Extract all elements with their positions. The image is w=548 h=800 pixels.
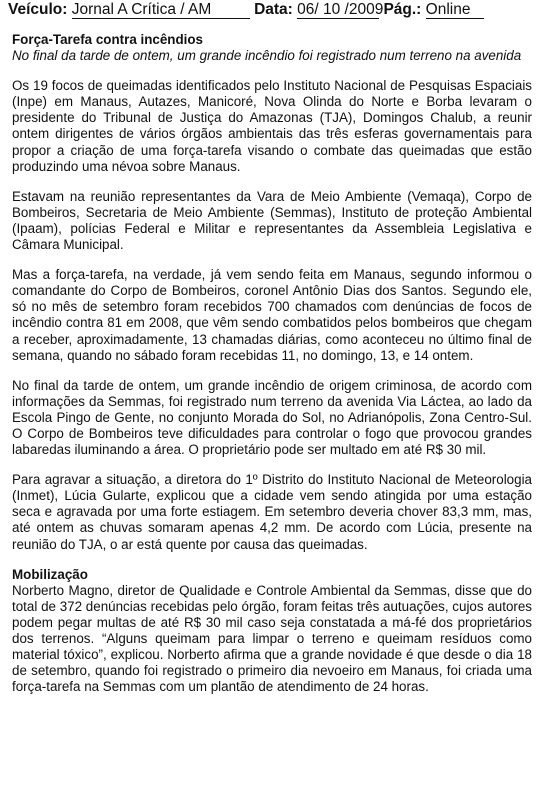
paragraph-1: Os 19 focos de queimadas identificados pelo Instituto Nacional de Pesquisas Espaciais (Inpe) em Manaus, Autazes, Manicoré, Nova Olinda do Norte e Borba levaram o presidente do Tribunal de Justiça do Amazonas (TJA), Domingos Chalub, a reunir ontem dirigentes de vários órgãos ambientais das três esferas governamentais para propor a criação de uma força-tarefa visando o combate das queimadas que estão produzindo uma névoa sobre Manaus. <box>12 78 532 174</box>
article-subtitle: No final da tarde de ontem, um grande incêndio foi registrado num terreno na avenida <box>12 48 522 64</box>
section-heading: Mobilização <box>12 566 88 582</box>
vehicle-label: Veículo: <box>8 1 68 18</box>
paragraph-3: Mas a força-tarefa, na verdade, já vem sendo feita em Manaus, segundo informou o comandante do Corpo de Bombeiros, coronel Antônio Dias dos Santos. Segundo ele, só no mês de setembro foram recebidos 700 chamados com denúncias de focos de incêndio contra 81 em 2008, que vêm sendo combatidos pelos bombeiros que chegam a receber, aproximadamente, 13 chamadas diárias, como aconteceu no último final de semana, quando no sábado foram recebidas 11, no domingo, 13, e 14 ontem. <box>12 267 532 363</box>
paragraph-2: Estavam na reunião representantes da Vara de Meio Ambiente (Vemaqa), Corpo de Bombeiros, Secretaria de Meio Ambiente (Semmas), Instituto de proteção Ambiental (Ipaam), polícias Federal e Militar e representantes da Assembleia Legislativa e Câmara Municipal. <box>12 188 532 253</box>
date-label: Data: <box>254 1 293 18</box>
section-paragraph: Norberto Magno, diretor de Qualidade e Controle Ambiental da Semmas, disse que do total de 372 denúncias recebidas pelo órgão, foram feitas três autuações, cujos autores podem pegar multas de até R$ 30 mil caso seja constatada a má-fé dos proprietários dos terrenos. “Alguns queimam para limpar o terreno e queimam resíduos como material tóxico”, explicou. Norberto afirma que a grande novidade é que desde o dia 18 de setembro, quando foi registrado o primeiro dia nevoeiro em Manaus, foi criada uma força-tarefa na Semmas com um plantão de atendimento de 24 horas. <box>12 582 532 695</box>
article-body <box>12 32 532 695</box>
vehicle-value: Jornal A Crítica / AM <box>72 2 250 19</box>
paragraph-5: Para agravar a situação, a diretora do 1º Distrito do Instituto Nacional de Meteorologia (Inmet), Lúcia Gularte, explicou que a cidade vem sendo atingida por uma estação seca e agravada por uma forte estiagem. Em setembro deveria chover 83,3 mm, mas, até ontem as chuvas somaram apenas 4,2 mm. De acordo com Lúcia, presente na reunião do TJA, o ar está quente por causa das queimadas. <box>12 472 532 552</box>
clipping-header <box>8 0 540 20</box>
page-value: Online <box>426 2 484 19</box>
page-label: Pág.: <box>383 1 422 18</box>
paragraph-4: No final da tarde de ontem, um grande incêndio de origem criminosa, de acordo com informações da Semmas, foi registrado num terreno da avenida Via Láctea, ao lado da Escola Pingo de Gente, no conjunto Morada do Sol, no Adrianópolis, Zona Centro-Sul. O Corpo de Bombeiros teve dificuldades para controlar o fogo que provocou grandes labaredas iluminando a área. O proprietário pode ser multado em até R$ 30 mil. <box>12 377 532 458</box>
date-value: 06/ 10 /2009 <box>297 1 384 18</box>
article-title: Força-Tarefa contra incêndios <box>12 32 203 47</box>
